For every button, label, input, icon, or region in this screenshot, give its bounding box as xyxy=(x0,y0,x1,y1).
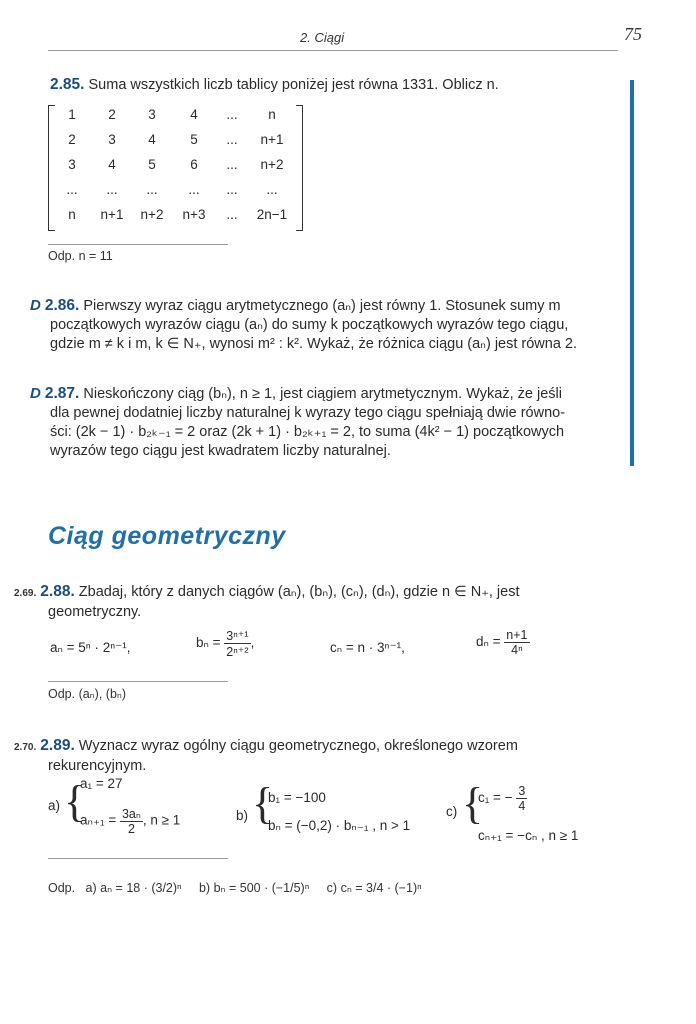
matrix-cell: n xyxy=(268,107,276,122)
matrix-cell: ... xyxy=(226,107,238,122)
problem-line: wyrazów tego ciągu jest kwadratem liczby naturalnej. xyxy=(50,443,391,459)
sequence-b-lhs: bₙ = xyxy=(196,635,221,651)
problem-line: Pierwszy wyraz ciągu arytmetycznego (aₙ) jest równy 1. Stosunek sumy m xyxy=(83,298,561,314)
answer-a: aₙ = 18 · (3/2)ⁿ xyxy=(100,881,182,895)
matrix-cell: 1 xyxy=(68,107,76,122)
sequence-c: cₙ = n · 3ⁿ⁻¹, xyxy=(330,640,405,655)
cross-reference: 2.70. xyxy=(14,742,37,753)
problem-2-86 xyxy=(30,296,577,354)
problem-line: ści: (2k − 1) · b₂ₖ₋₁ = 2 oraz (2k + 1) · b₂ₖ₊₁ = 2, to suma (4k² − 1) początkowych xyxy=(50,424,565,440)
problem-2-87 xyxy=(30,384,565,461)
answer-b-label: b) xyxy=(198,881,211,895)
problem-line: dla pewnej dodatniej liczby naturalnej k wyrazy tego ciągu spełniają dwie równo- xyxy=(50,405,566,421)
matrix-right-bracket xyxy=(296,105,303,231)
sequence-d xyxy=(476,628,530,657)
matrix-cell: n+1 xyxy=(260,132,284,147)
difficulty-marker: D xyxy=(30,297,41,314)
answer-divider xyxy=(48,858,228,859)
matrix-cell: n+3 xyxy=(182,207,206,222)
sequence-b xyxy=(196,628,254,659)
problem-number: 2.85. xyxy=(50,76,85,93)
matrix-cell: 6 xyxy=(190,157,198,172)
answer-divider xyxy=(48,244,228,245)
problem-number: 2.88. xyxy=(40,583,75,600)
sequence-d-lhs: dₙ = xyxy=(476,634,501,650)
recursion-c-line1 xyxy=(478,784,527,813)
recursion-b-line2: bₙ = (−0,2) · bₙ₋₁ , n > 1 xyxy=(268,818,411,833)
answer-2-89 xyxy=(48,880,422,895)
problem-number: 2.87. xyxy=(44,385,80,402)
denominator: 4ⁿ xyxy=(511,643,523,657)
page-number: 75 xyxy=(624,24,642,44)
system-brace: { xyxy=(64,777,86,826)
problem-line: geometryczny. xyxy=(48,604,142,620)
matrix-cell: 4 xyxy=(190,107,198,122)
matrix-cell: ... xyxy=(226,182,238,197)
lhs: c₁ = − xyxy=(478,790,513,806)
answer-divider xyxy=(48,681,228,682)
answer-a-label: a) xyxy=(85,881,97,895)
problem-line: początkowych wyrazów ciągu (aₙ) do sumy k początkowych wyrazów tego ciągu, xyxy=(50,317,569,333)
problem-line: Nieskończony ciąg (bₙ), n ≥ 1, jest ciągiem arytmetycznym. Wykaż, że jeśli xyxy=(83,386,562,402)
problem-2-89 xyxy=(14,736,518,776)
problem-line: Zbadaj, który z danych ciągów (aₙ), (bₙ), (cₙ), (dₙ), gdzie n ∈ N₊, jest xyxy=(78,584,520,600)
answer-prefix: Odp. xyxy=(48,881,76,895)
matrix-cell: 2 xyxy=(108,107,116,122)
problem-line: rekurencyjnym. xyxy=(48,758,147,774)
matrix-cell: 4 xyxy=(148,132,156,147)
matrix-cell: n+2 xyxy=(260,157,284,172)
problem-line: gdzie m ≠ k i m, k ∈ N₊, wynosi m² : k². Wykaż, że różnica ciągu (aₙ) jest równa 2. xyxy=(50,336,578,352)
problem-2-85 xyxy=(50,75,499,95)
denominator: 2 xyxy=(127,822,135,836)
lhs: aₙ₊₁ = xyxy=(80,812,117,828)
matrix-cell: ... xyxy=(188,182,200,197)
sequence-b-tail: , xyxy=(250,635,255,651)
fraction xyxy=(120,806,143,836)
answer-b: bₙ = 500 · (−1/5)ⁿ xyxy=(213,881,310,895)
tail: , n ≥ 1 xyxy=(142,812,181,828)
problem-number: 2.89. xyxy=(40,737,75,754)
header-divider xyxy=(48,50,618,51)
matrix-cell: ... xyxy=(226,157,238,172)
answer-c: cₙ = 3/4 · (−1)ⁿ xyxy=(340,881,422,895)
fraction xyxy=(516,784,527,813)
subpart-b-label: b) xyxy=(236,808,249,823)
difficulty-marker: D xyxy=(30,385,41,402)
matrix-cell: n+1 xyxy=(100,207,124,222)
problem-2-88 xyxy=(14,582,519,622)
recursion-a-line2 xyxy=(80,806,180,836)
number-matrix xyxy=(48,105,308,235)
matrix-cell: 5 xyxy=(148,157,156,172)
matrix-cell: ... xyxy=(146,182,158,197)
recursion-a-line1: a₁ = 27 xyxy=(80,776,123,791)
numerator: 3ⁿ⁺¹ xyxy=(226,629,249,643)
problem-line: Wyznacz wyraz ogólny ciągu geometrycznego, określonego wzorem xyxy=(78,738,518,754)
system-brace: { xyxy=(462,779,484,828)
matrix-cell: 3 xyxy=(148,107,156,122)
matrix-cell: 5 xyxy=(190,132,198,147)
answer-2-88: Odp. (aₙ), (bₙ) xyxy=(48,687,127,701)
numerator: 3aₙ xyxy=(121,807,141,821)
matrix-cell: ... xyxy=(266,182,278,197)
matrix-cell: n xyxy=(68,207,76,222)
matrix-cell: 3 xyxy=(68,157,76,172)
problem-number: 2.86. xyxy=(44,297,80,314)
matrix-cell: 4 xyxy=(108,157,116,172)
answer-2-85: Odp. n = 11 xyxy=(48,249,113,263)
side-accent-bar xyxy=(630,80,634,466)
problem-text: Suma wszystkich liczb tablicy poniżej jest równa 1331. Oblicz n. xyxy=(88,77,499,93)
matrix-cell: 3 xyxy=(108,132,116,147)
chapter-title: 2. Ciągi xyxy=(300,30,345,45)
cross-reference: 2.69. xyxy=(14,588,37,599)
denominator: 2ⁿ⁺² xyxy=(226,645,249,659)
section-title: Ciąg geometryczny xyxy=(48,522,286,550)
matrix-cell: ... xyxy=(226,207,238,222)
subpart-a-label: a) xyxy=(48,798,61,813)
subpart-c-label: c) xyxy=(446,804,458,819)
numerator: 3 xyxy=(518,784,526,798)
fraction xyxy=(224,628,250,659)
system-brace: { xyxy=(252,779,274,828)
numerator: n+1 xyxy=(506,628,528,642)
fraction xyxy=(504,628,529,657)
matrix-cell: n+2 xyxy=(140,207,164,222)
denominator: 4 xyxy=(518,799,526,813)
recursion-b-line1: b₁ = −100 xyxy=(268,790,326,805)
recursion-c-line2: cₙ₊₁ = −cₙ , n ≥ 1 xyxy=(478,828,579,843)
answer-c-label: c) xyxy=(326,881,338,895)
matrix-cell: ... xyxy=(66,182,78,197)
matrix-cell: 2n−1 xyxy=(256,207,288,222)
matrix-cell: ... xyxy=(106,182,118,197)
matrix-cell: 2 xyxy=(68,132,76,147)
sequence-a: aₙ = 5ⁿ · 2ⁿ⁻¹, xyxy=(50,640,131,655)
matrix-cell: ... xyxy=(226,132,238,147)
